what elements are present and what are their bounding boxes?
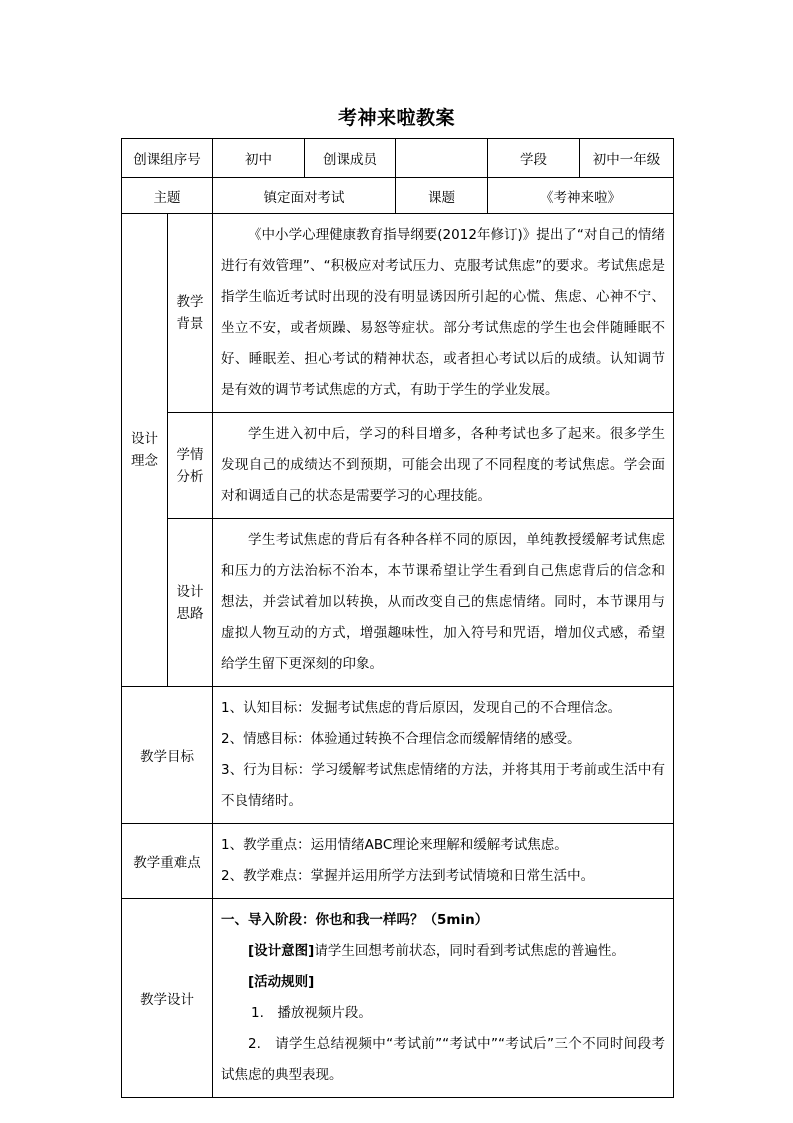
theme-value: 镇定面对考试 bbox=[213, 178, 396, 214]
goal-item: 1、认知目标：发掘考试焦虑的背后原因，发现自己的不合理信念。 bbox=[221, 700, 622, 716]
activity-step: 2. 请学生总结视频中“考试前”“考试中”“考试后”三个不同时间段考试焦虑的典型表现。 bbox=[221, 1036, 665, 1083]
grade-value: 初中一年级 bbox=[580, 139, 674, 178]
design-intent-text: 请学生回想考前状态，同时看到考试焦虑的普遍性。 bbox=[314, 943, 625, 959]
keypoints-label: 教学重难点 bbox=[122, 824, 213, 899]
grade-label: 学段 bbox=[488, 139, 580, 178]
teaching-goals-list bbox=[213, 687, 674, 824]
members-label: 创课成员 bbox=[305, 139, 396, 178]
activity-rules-tag: [活动规则] bbox=[248, 974, 315, 990]
background-row bbox=[122, 214, 674, 413]
student-analysis-text: 学生进入初中后，学习的科目增多，各种考试也多了起来。很多学生发现自己的成绩达不到预期，可能会出现了不同程度的考试焦虑。学会面对和调适自己的状态是需要学习的心理技能。 bbox=[213, 413, 674, 519]
goals-row bbox=[122, 687, 674, 824]
lesson-plan-table bbox=[121, 138, 674, 1098]
design-intent bbox=[221, 936, 665, 967]
design-concept-label: 设计 理念 bbox=[122, 214, 168, 687]
analysis-row bbox=[122, 413, 674, 519]
design-approach-text: 学生考试焦虑的背后有各种各样不同的原因，单纯教授缓解考试焦虑和压力的方法治标不治本，本节课希望让学生看到自己焦虑背后的信念和想法，并尝试着加以转换，从而改变自己的焦虑情绪。同时，本节课用与虚拟人物互动的方式，增强趣味性，加入符号和咒语，增加仪式感，希望给学生留下更深刻的印象。 bbox=[213, 519, 674, 687]
keypoints-row bbox=[122, 824, 674, 899]
members-value bbox=[396, 139, 488, 178]
approach-row bbox=[122, 519, 674, 687]
design-approach-label: 设计 思路 bbox=[168, 519, 213, 687]
teaching-background-text: 《中小学心理健康教育指导纲要(2012年修订)》提出了“对自己的情绪进行有效管理”、“积极应对考试压力、克服考试焦虑”的要求。考试焦虑是指学生临近考试时出现的没有明显诱因所引起的心慌、焦虑、心神不宁、坐立不安，或者烦躁、易怒等症状。部分考试焦虑的学生也会伴随睡眠不好、睡眠差、担心考试的精神状态，或者担心考试以后的成绩。认知调节是有效的调节考试焦虑的方式，有助于学生的学业发展。 bbox=[213, 214, 674, 413]
activity-step: 1. 播放视频片段。 bbox=[251, 1005, 372, 1021]
keypoint-item: 2、教学难点：掌握并运用所学方法到考试情境和日常生活中。 bbox=[221, 868, 595, 884]
goal-item: 3、行为目标：学习缓解考试焦虑情绪的方法，并将其用于考前或生活中有不良情绪时。 bbox=[221, 762, 665, 809]
student-analysis-label: 学情 分析 bbox=[168, 413, 213, 519]
teaching-background-label: 教学 背景 bbox=[168, 214, 213, 413]
info-row-1 bbox=[122, 139, 674, 178]
teaching-design-row bbox=[122, 899, 674, 1098]
teaching-goals-label: 教学目标 bbox=[122, 687, 213, 824]
keypoint-item: 1、教学重点：运用情绪ABC理论来理解和缓解考试焦虑。 bbox=[221, 837, 568, 853]
design-intent-tag: [设计意图] bbox=[248, 943, 315, 959]
document-title: 考神来啦教案 bbox=[337, 107, 455, 129]
keypoints-list bbox=[213, 824, 674, 899]
goal-item: 2、情感目标：体验通过转换不合理信念而缓解情绪的感受。 bbox=[221, 731, 581, 747]
teaching-design-content bbox=[213, 899, 674, 1098]
topic-value: 《考神来啦》 bbox=[488, 178, 674, 214]
topic-label: 课题 bbox=[396, 178, 488, 214]
group-number-label: 创课组序号 bbox=[122, 139, 213, 178]
info-row-2 bbox=[122, 178, 674, 214]
stage-heading: 一、导入阶段：你也和我一样吗？（5min） bbox=[221, 912, 489, 928]
theme-label: 主题 bbox=[122, 178, 213, 214]
teaching-design-label: 教学设计 bbox=[122, 899, 213, 1098]
group-number-value: 初中 bbox=[213, 139, 305, 178]
